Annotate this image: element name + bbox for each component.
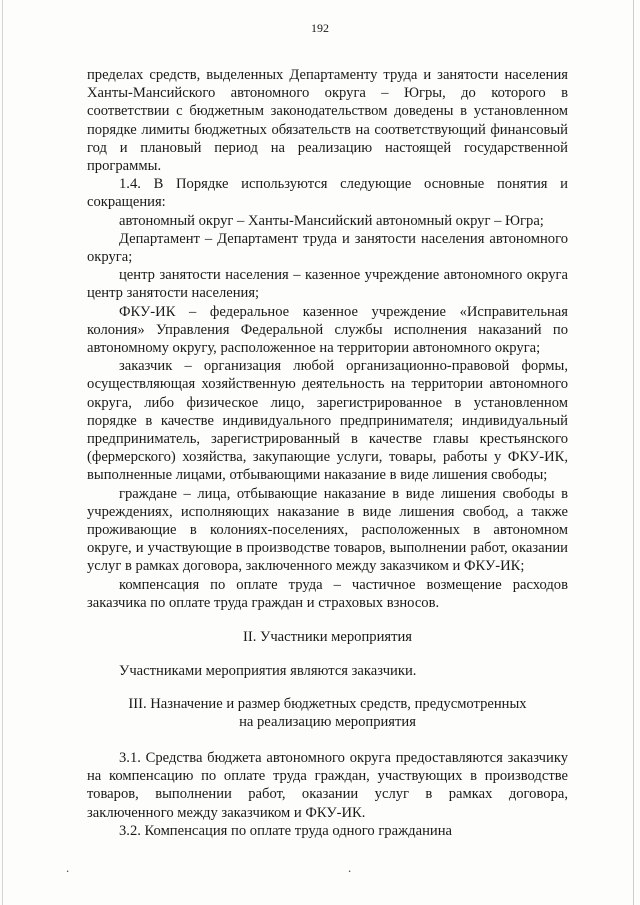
definition-okrug: автономный округ – Ханты-Мансийский автономный округ – Югра; [119,212,544,229]
paragraph-3-1: 3.1. Средства бюджета автономного округа предоставляются заказчику на компенсацию по оплате труда граждан, участвующих в производстве товаров, выполнении работ, оказании услуг в рамках договора, заключенного между заказчиком и ФКУ-ИК. [87,749,568,821]
section-heading-2: II. Участники мероприятия [242,629,413,646]
paragraph-3-2: 3.2. Компенсация по оплате труда одного гражданина [119,822,452,839]
document-body [87,66,568,840]
scan-edge-left [2,0,3,905]
definition-compensation: компенсация по оплате труда – частичное возмещение расходов заказчика по оплате труда граждан и страховых взносов. [87,576,568,611]
paragraph-intro: пределах средств, выделенных Департаменту труда и занятости населения Ханты-Мансийского автономного округа – Югры, до которого в соответствии с бюджетным законодательством доведены в установленном порядке лимиты бюджетных обязательств на соответствующий финансовый год и плановый период на реализацию настоящей государственной программы. [87,67,568,175]
scan-edge-right [633,0,634,905]
page-number: 192 [311,21,329,35]
section-heading-3-line2: на реализацию мероприятия [239,713,416,730]
definition-employment-center: центр занятости населения – казенное учреждение автономного округа центр занятости населения; [87,267,568,302]
definition-customer: заказчик – организация любой организационно-правовой формы, осуществляющая хозяйственную деятельность на территории автономного округа, либо физическое лицо, зарегистрированное в установленном порядке в качестве индивидуального предпринимателя; индивидуальный предприниматель, зарегистрированный в качестве главы крестьянского (фермерского) хозяйства, закупающие услуги, товары, работы у ФКУ-ИК, выполненные лицами, отбывающими наказание в виде лишения свободы; [87,358,568,484]
paragraph-1-4: 1.4. В Порядке используются следующие основные понятия и сокращения: [87,176,568,211]
definition-fku-ik: ФКУ-ИК – федеральное казенное учреждение «Исправительная колония» Управления Федеральной службы исполнения наказаний по автономному округу, расположенное на территории автономного округа; [87,303,568,357]
definition-citizens: граждане – лица, отбывающие наказание в виде лишения свободы в учреждениях, исполняющих наказание в виде лишения свобод, а также проживающие в колониях-поселениях, расположенных в автономном округе, и участвующие в производстве товаров, выполнении работ, оказании услуг в рамках договора, заключенного между заказчиком и ФКУ-ИК; [87,485,568,575]
definition-department: Департамент – Департамент труда и занятости населения автономного округа; [87,230,568,266]
scan-dot-center: . [348,860,352,875]
scan-dot-left: . [66,860,70,875]
section-heading-3-line1: III. Назначение и размер бюджетных средств, предусмотренных [128,695,527,712]
paragraph-participants: Участниками мероприятия являются заказчики. [119,663,417,680]
